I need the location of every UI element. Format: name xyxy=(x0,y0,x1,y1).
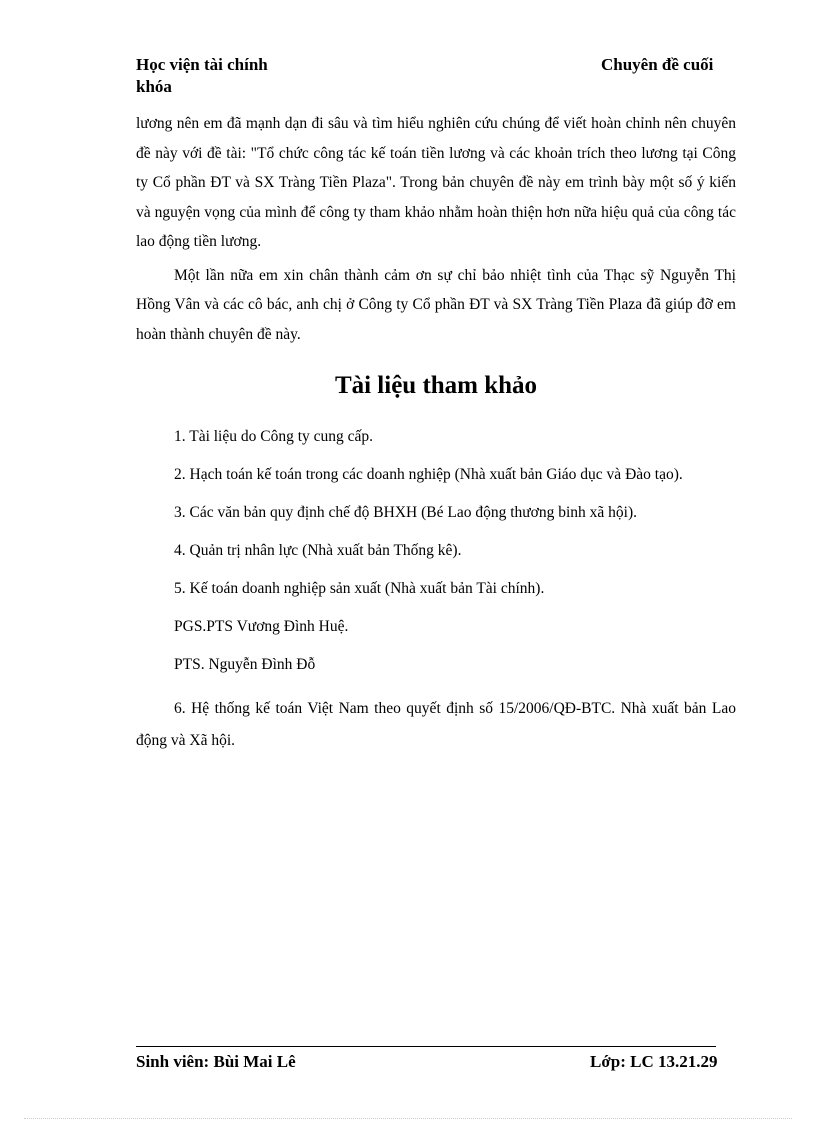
student-label: Sinh viên: xyxy=(136,1052,210,1071)
reference-author: PGS.PTS Vương Đình Huệ. xyxy=(174,618,349,635)
reference-item: 2. Hạch toán kế toán trong các doanh nghiệp (Nhà xuất bản Giáo dục và Đào tạo). xyxy=(174,466,683,483)
reference-item: 3. Các văn bản quy định chế độ BHXH (Bé Lao động thương binh xã hội). xyxy=(174,504,638,521)
reference-item: 1. Tài liệu do Công ty cung cấp. xyxy=(174,428,374,445)
student-name: Bùi Mai Lê xyxy=(213,1052,296,1071)
reference-author: PTS. Nguyễn Đình Đỗ xyxy=(174,656,316,673)
references-heading: Tài liệu tham khảo xyxy=(334,372,538,399)
class-label: Lớp: xyxy=(590,1052,626,1071)
footer-class xyxy=(590,1051,718,1073)
header-document-type-continued: khóa xyxy=(136,77,172,96)
class-value: LC 13.21.29 xyxy=(630,1052,718,1071)
paragraph-intro: lương nên em đã mạnh dạn đi sâu và tìm hiểu nghiên cứu chúng để viết hoàn chỉnh nên chuyên đề này với đề tài: "Tổ chức công tác kế toán tiền lương và các khoản trích theo lương tại Công ty Cổ phần ĐT và SX Tràng Tiền Plaza". Trong bản chuyên đề này em trình bày một số ý kiến và nguyện vọng của mình để công ty tham khảo nhằm hoàn thiện hơn nữa hiệu quả của công tác lao động tiền lương. xyxy=(136,115,736,250)
reference-item-text: 6. Hệ thống kế toán Việt Nam theo quyết định số 15/2006/QĐ-BTC. Nhà xuất bản Lao động và Xã hội. xyxy=(136,700,736,749)
body-text xyxy=(136,109,736,349)
header-institution: Học viện tài chính xyxy=(136,55,268,74)
paragraph-acknowledgement: Một lần nữa em xin chân thành cảm ơn sự chỉ bảo nhiệt tình của Thạc sỹ Nguyễn Thị Hồng Vân và các cô bác, anh chị ở Công ty Cổ phần ĐT và SX Tràng Tiền Plaza đã giúp đỡ em hoàn thành chuyên đề này. xyxy=(136,266,736,343)
reference-item xyxy=(136,693,736,757)
page-boundary xyxy=(24,1118,792,1119)
footer-divider xyxy=(136,1046,716,1047)
footer-student xyxy=(136,1051,296,1073)
header-document-type: Chuyên đề cuối xyxy=(601,55,714,74)
reference-item: 5. Kế toán doanh nghiệp sản xuất (Nhà xuất bản Tài chính). xyxy=(174,580,545,597)
reference-item: 4. Quản trị nhân lực (Nhà xuất bản Thống kê). xyxy=(174,542,462,559)
